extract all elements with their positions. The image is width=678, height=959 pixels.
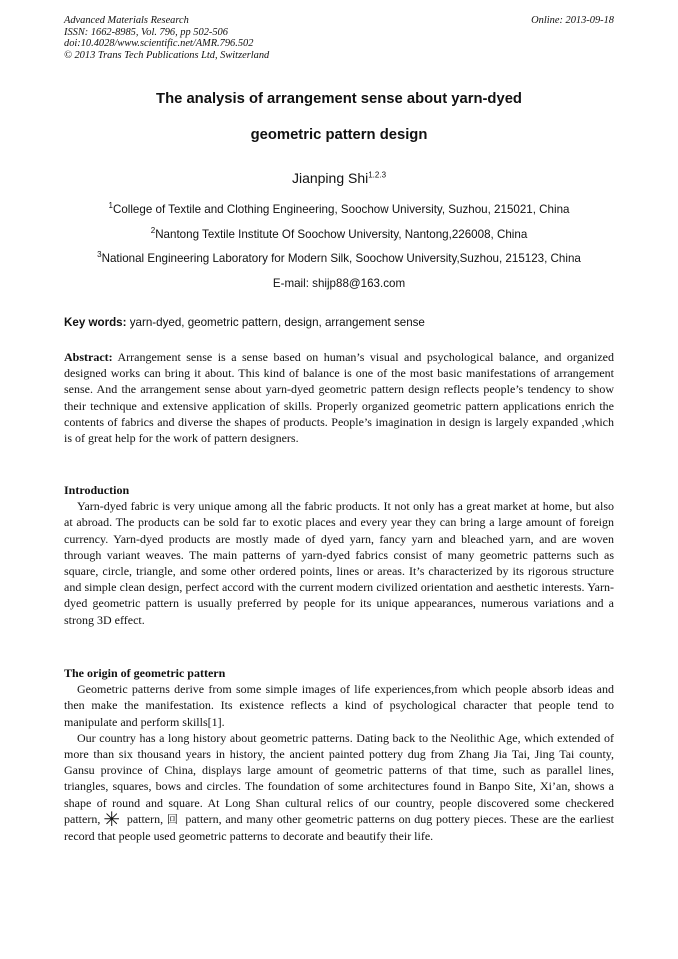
- origin-section: [64, 665, 614, 844]
- paper-title-line1: The analysis of arrangement sense about yarn-dyed: [156, 91, 522, 107]
- affiliation-1-mark: 1: [108, 201, 113, 211]
- journal-header: [64, 15, 269, 61]
- origin-paragraph-1: Geometric patterns derive from some simple images of life experiences,from which people absorb ideas and then make the manifestation. Its existence reflects a kind of psychological character that people tend to manipulate and perform skills[1].: [64, 682, 614, 729]
- issn-line: ISSN: 1662-8985, Vol. 796, pp 502-506: [64, 26, 228, 38]
- keywords: [64, 316, 425, 329]
- affiliation-2-text: Nantong Textile Institute Of Soochow University, Nantong,226008, China: [155, 228, 528, 241]
- origin-paragraph-2-part3: pattern, and many other geometric patterns on dug pottery pieces. These are the earliest record that people used geometric patterns to decorate and beautify their life.: [64, 811, 614, 844]
- abstract: [64, 349, 614, 446]
- keywords-text: yarn-dyed, geometric pattern, design, arrangement sense: [126, 316, 425, 329]
- doi-line: doi:10.4028/www.scientific.net/AMR.796.502: [64, 38, 254, 50]
- copyright-line: © 2013 Trans Tech Publications Ltd, Switzerland: [64, 49, 270, 61]
- author-name: [0, 170, 678, 186]
- origin-heading: The origin of geometric pattern: [64, 666, 226, 680]
- abstract-label: Abstract:: [64, 350, 113, 364]
- author-email: E-mail: shijp88@163.com: [272, 277, 406, 290]
- hui-pattern-icon: 回: [166, 812, 179, 826]
- keywords-label: Key words:: [64, 316, 127, 329]
- affiliation-3-text: National Engineering Laboratory for Modern Silk, Soochow University,Suzhou, 215123, China: [101, 252, 581, 265]
- online-date: Online: 2013-09-18: [531, 15, 614, 26]
- asterisk-pattern-icon: ✳: [103, 806, 121, 831]
- affiliation-2: [0, 228, 678, 241]
- affiliation-1-text: College of Textile and Clothing Engineering, Soochow University, Suzhou, 215021, China: [112, 203, 570, 216]
- author-name-text: Jianping Shi: [291, 170, 369, 186]
- affiliation-1: [0, 203, 678, 216]
- affiliation-3-mark: 3: [97, 250, 102, 260]
- paper-title-line2: geometric pattern design: [250, 127, 428, 143]
- origin-paragraph-2-part2: pattern,: [123, 811, 164, 826]
- affiliation-2-mark: 2: [150, 226, 156, 236]
- abstract-text: Arrangement sense is a sense based on human’s visual and psychological balance, and organized designed works can bring it about. This kind of balance is one of the most basic manifestations of arrangement sense. And the arrangement sense about yarn-dyed geometric pattern design reflects people’s tendency to show their technique and extensive application of skills. Properly organized geometric pattern applications enrich the contents of fabrics and diverse the shapes of products. People’s imagination in design is largely expanded ,which is of great help for the work of pattern designers.: [64, 350, 614, 446]
- journal-name: Advanced Materials Research: [64, 15, 189, 26]
- introduction-section: [64, 482, 614, 628]
- affiliation-3: [0, 252, 678, 265]
- origin-paragraph-2: [64, 730, 614, 844]
- author-affiliation-marks: 1.2.3: [368, 170, 387, 180]
- introduction-heading: Introduction: [64, 483, 130, 497]
- introduction-paragraph: Yarn-dyed fabric is very unique among all the fabric products. It not only has a great market at home, but also at abroad. The products can be sold far to exotic places and every year they can bring a large amount of foreign currency. Yarn-dyed products are mostly made of dyed yarn, fancy yarn and bleached yarn, and are woven through variant weaves. The main patterns of yarn-dyed fabrics consist of many geometric patterns such as square, circle, triangle, and some other ordered points, lines or areas. It’s characterized by its rigorous structure and simple clean design, perfect accord with the current modern civilized orientation and aesthetic interests. Yarn-dyed geometric pattern is usually preferred by people for its unique appearances, numerous variations and a strong 3D effect.: [64, 499, 614, 627]
- origin-paragraph-2-part1: Our country has a long history about geometric patterns. Dating back to the Neolithic Age, which extended of more than six thousand years in history, the ancient painted pottery dug from Zhang Jia Tai, Jing Tai county, Gansu province of China, displays large amount of geometric patterns of that time, such as parallel lines, triangles, squares, bows and circles. The foundation of some architectures found in Banpo Site, Xi’an, shows a shape of round and square. At Long Shan cultural relics of our country, people discovered some checkered pattern,: [64, 730, 614, 826]
